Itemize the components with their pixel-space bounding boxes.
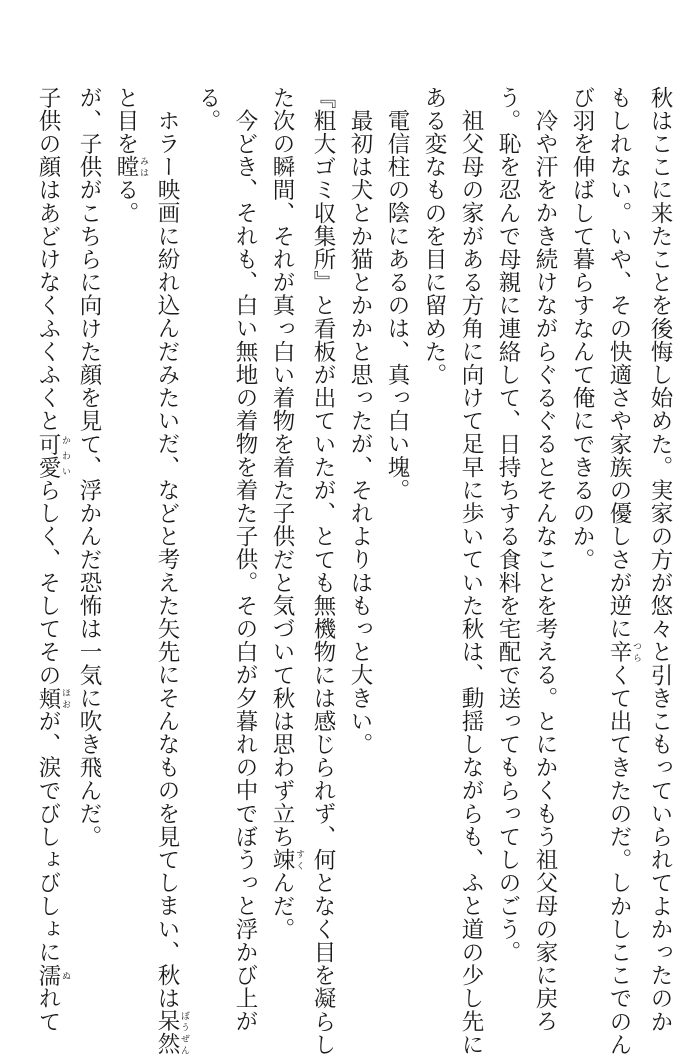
text-line: た次の瞬間、それが真っ白い着物を着た子供だと気づいて秋は思わず立ち竦 すくんだ。 — [269, 86, 304, 941]
ruby-annotation: 呆然 ぼうぜん — [154, 1009, 189, 1056]
text-line: ホラー映画に紛れ込んだみたいだ、などと考えた矢先にそんなものを見てしまい、秋は呆然 ぼうぜん — [154, 108, 189, 1056]
ruby-annotation: 竦 すく — [269, 848, 304, 872]
ruby-reading: すく — [294, 848, 304, 872]
ruby-reading: つら — [631, 640, 641, 664]
text-line: 子供の顔はあどけなくふくふくと可愛 かわいらしく、そしてその頬 ほおが、涙でびしょびしょに濡 ぬれて — [35, 86, 70, 1034]
vertical-text-body — [29, 86, 678, 1056]
text-line: と目を瞠 みはる。 — [113, 86, 148, 225]
ruby-annotation: 瞠 みは — [113, 155, 148, 179]
ruby-annotation: 頬 ほお — [35, 686, 70, 710]
ruby-reading: かわい — [60, 432, 70, 479]
text-line: 秋はここに来たことを後悔し始めた。実家の方が悠々と引きこもっていられてよかったのか — [647, 86, 673, 1034]
text-line: が、子供がこちらに向けた顔を見て、浮かんだ恐怖は一気に吹き飛んだ。 — [76, 86, 102, 849]
ruby-annotation: 辛 つら — [606, 640, 641, 664]
ruby-reading: ぼうぜん — [179, 1009, 189, 1056]
ruby-annotation: 濡 ぬ — [35, 963, 70, 987]
text-line: 祖父母の家がある方角に向けて足早に歩いていた秋は、動揺しながらも、ふと道の少し先に — [458, 108, 484, 1056]
text-line: 冷や汗をかき続けながらぐるぐるとそんなことを考える。とにかくもう祖父母の家に戻ろ — [532, 108, 558, 1033]
text-line: び羽を伸ばして暮らすなんて俺にできるのか。 — [569, 86, 595, 572]
ruby-reading: ぬ — [60, 963, 70, 987]
text-line: 今どき、それも、白い無地の着物を着た子供。その白が夕暮れの中でぼうっと浮かび上が — [232, 108, 258, 1033]
ruby-annotation: 可愛 かわい — [35, 432, 70, 479]
text-line: う。恥を忍んで母親に連絡して、日持ちする食料を宅配で送ってもらってしのごう。 — [495, 86, 521, 964]
ruby-reading: みは — [138, 155, 148, 179]
text-line: 『粗大ゴミ収集所』と看板が出ていたが、とても無機物には感じられず、何となく目を凝らし — [310, 86, 336, 1056]
text-line: る。 — [195, 86, 221, 133]
ruby-reading: ほお — [60, 686, 70, 710]
text-line: 最初は犬とか猫とかかと思ったが、それよりはもっと大きい。 — [347, 108, 373, 756]
text-line: 電信柱の陰にあるのは、真っ白い塊。 — [384, 108, 410, 502]
text-line: もしれない。いや、その快適さや家族の優しさが逆に辛 つらくて出てきたのだ。しかしここでのん — [606, 86, 641, 1056]
text-line: ある変なものを目に留めた。 — [421, 86, 447, 387]
